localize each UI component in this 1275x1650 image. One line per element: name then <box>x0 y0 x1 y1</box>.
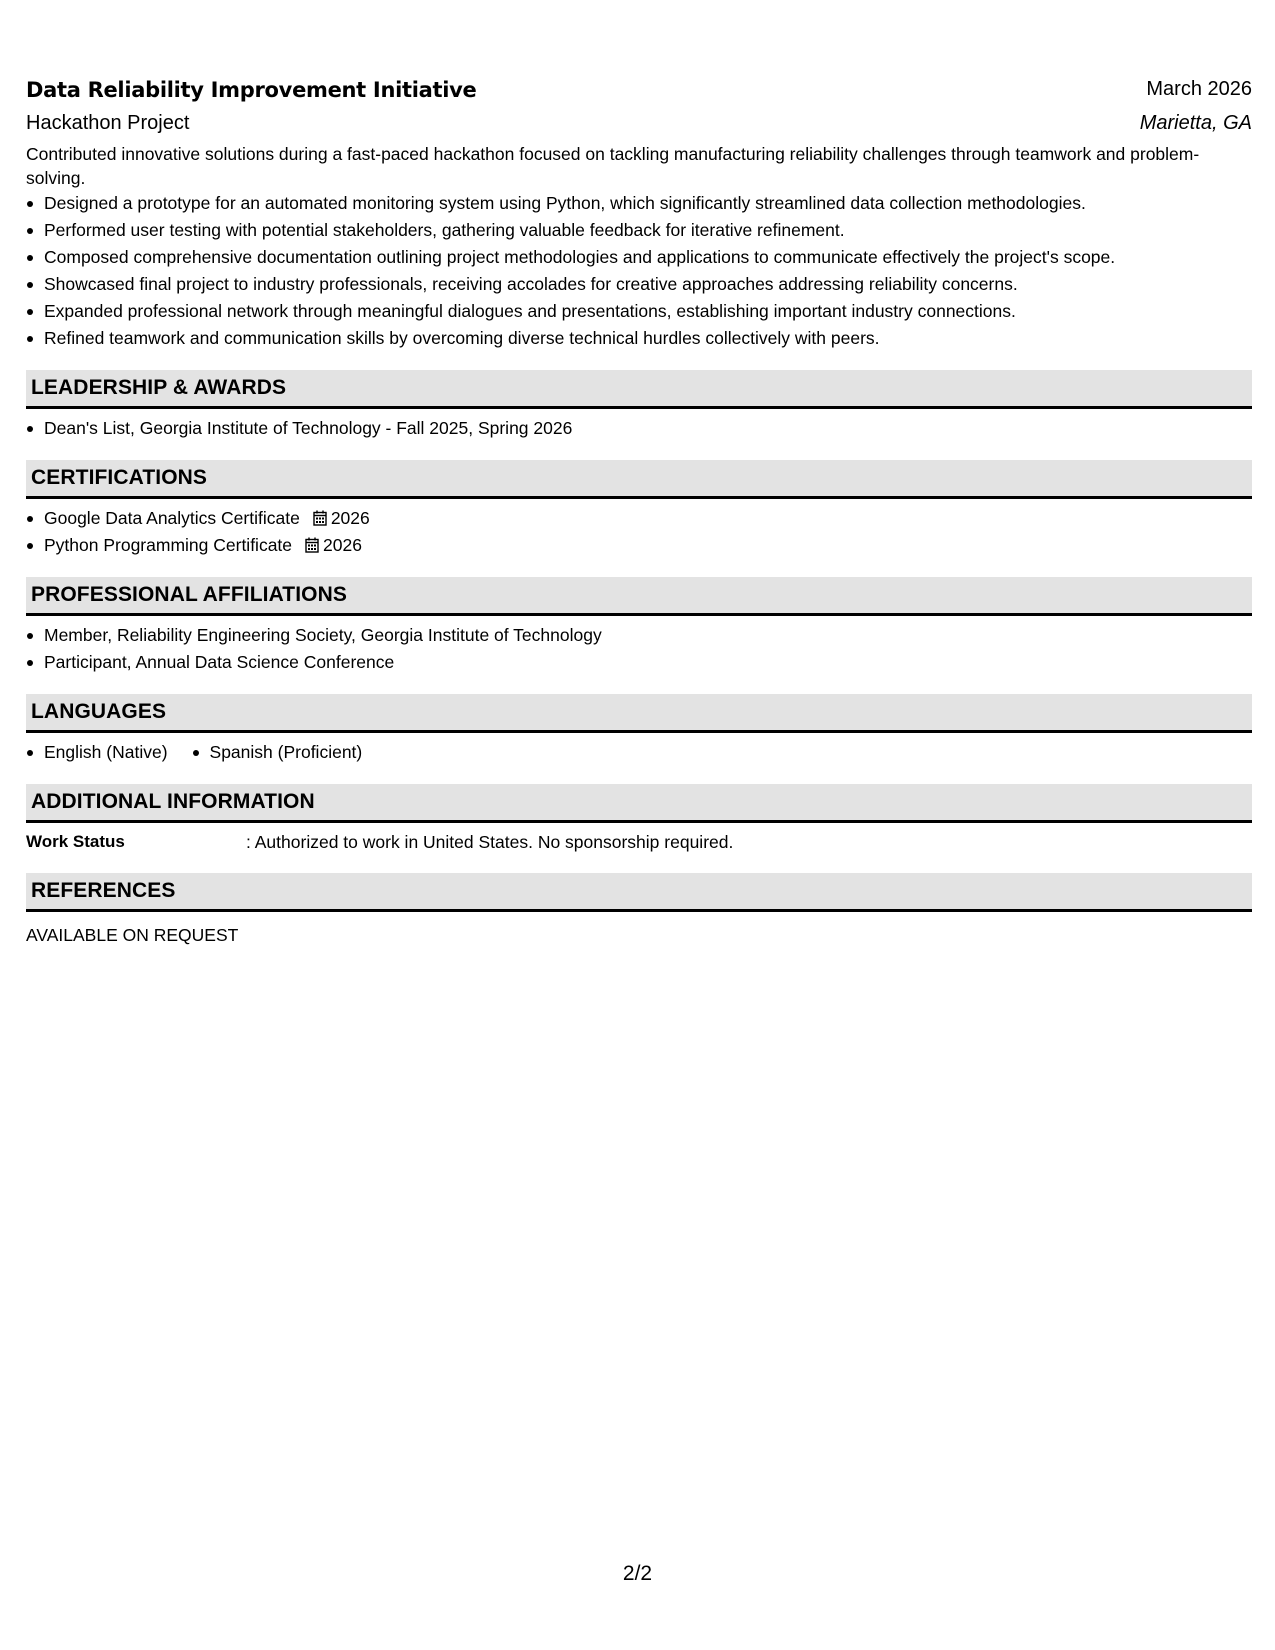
section-title: CERTIFICATIONS <box>31 466 208 489</box>
certifications-list <box>26 505 1252 559</box>
section-title: REFERENCES <box>31 879 176 902</box>
section-heading-affiliations <box>26 577 1252 616</box>
page-number: 2/2 <box>622 1562 653 1585</box>
certificate-year: 2026 <box>323 535 362 555</box>
section-heading-additional-information <box>26 784 1252 823</box>
list-item: Composed comprehensive documentation outlining project methodologies and applications to communicate effectively the project's scope. <box>44 244 1252 271</box>
certificate-name: Python Programming Certificate <box>44 535 293 555</box>
section-heading-leadership <box>26 370 1252 409</box>
list-item: Dean's List, Georgia Institute of Technology - Fall 2025, Spring 2026 <box>44 415 1252 442</box>
section-heading-certifications <box>26 460 1252 499</box>
project-date: March 2026 <box>1146 78 1252 100</box>
section-title: LANGUAGES <box>31 700 167 723</box>
project-subheader <box>26 108 1252 140</box>
project-summary: Contributed innovative solutions during a fast-paced hackathon focused on tackling manufacturing reliability challenges through teamwork and problem-solving. <box>26 144 1200 188</box>
calendar-icon <box>305 537 319 553</box>
affiliations-list <box>26 622 1252 676</box>
list-item: Participant, Annual Data Science Conference <box>44 649 1252 676</box>
list-item <box>44 532 1252 559</box>
section-title: LEADERSHIP & AWARDS <box>31 376 287 399</box>
calendar-icon <box>313 510 327 526</box>
section-title: PROFESSIONAL AFFILIATIONS <box>31 583 347 606</box>
section-title: ADDITIONAL INFORMATION <box>31 790 315 813</box>
list-item: Expanded professional network through meaningful dialogues and presentations, establishing important industry connections. <box>44 298 1252 325</box>
section-heading-languages <box>26 694 1252 733</box>
list-item: Spanish (Proficient) <box>210 739 363 766</box>
references-text: AVAILABLE ON REQUEST <box>26 925 239 945</box>
list-item: Refined teamwork and communication skills by overcoming diverse technical hurdles collectively with peers. <box>44 325 1252 352</box>
certificate-name: Google Data Analytics Certificate <box>44 508 300 528</box>
certificate-year: 2026 <box>330 508 370 528</box>
project-organization: Hackathon Project <box>26 112 190 134</box>
project-location: Marietta, GA <box>1139 112 1252 134</box>
list-item: English (Native) <box>44 739 168 766</box>
list-item <box>44 505 1252 532</box>
resume-page <box>26 0 1252 948</box>
project-header <box>26 78 1252 108</box>
work-status-value: : Authorized to work in United States. No sponsorship required. <box>246 832 734 852</box>
project-title: Data Reliability Improvement Initiative <box>26 78 477 102</box>
work-status-row <box>26 829 1252 855</box>
languages-list <box>26 739 1252 766</box>
list-item: Designed a prototype for an automated monitoring system using Python, which significantly streamlined data collection methodologies. <box>44 190 1252 217</box>
list-item: Performed user testing with potential stakeholders, gathering valuable feedback for iterative refinement. <box>44 217 1252 244</box>
project-bullet-list <box>26 190 1252 352</box>
leadership-list <box>26 415 1252 442</box>
list-item: Showcased final project to industry professionals, receiving accolades for creative approaches addressing reliability concerns. <box>44 271 1252 298</box>
list-item: Member, Reliability Engineering Society, Georgia Institute of Technology <box>44 622 1252 649</box>
section-heading-references <box>26 873 1252 912</box>
work-status-label: Work Status <box>26 832 125 851</box>
